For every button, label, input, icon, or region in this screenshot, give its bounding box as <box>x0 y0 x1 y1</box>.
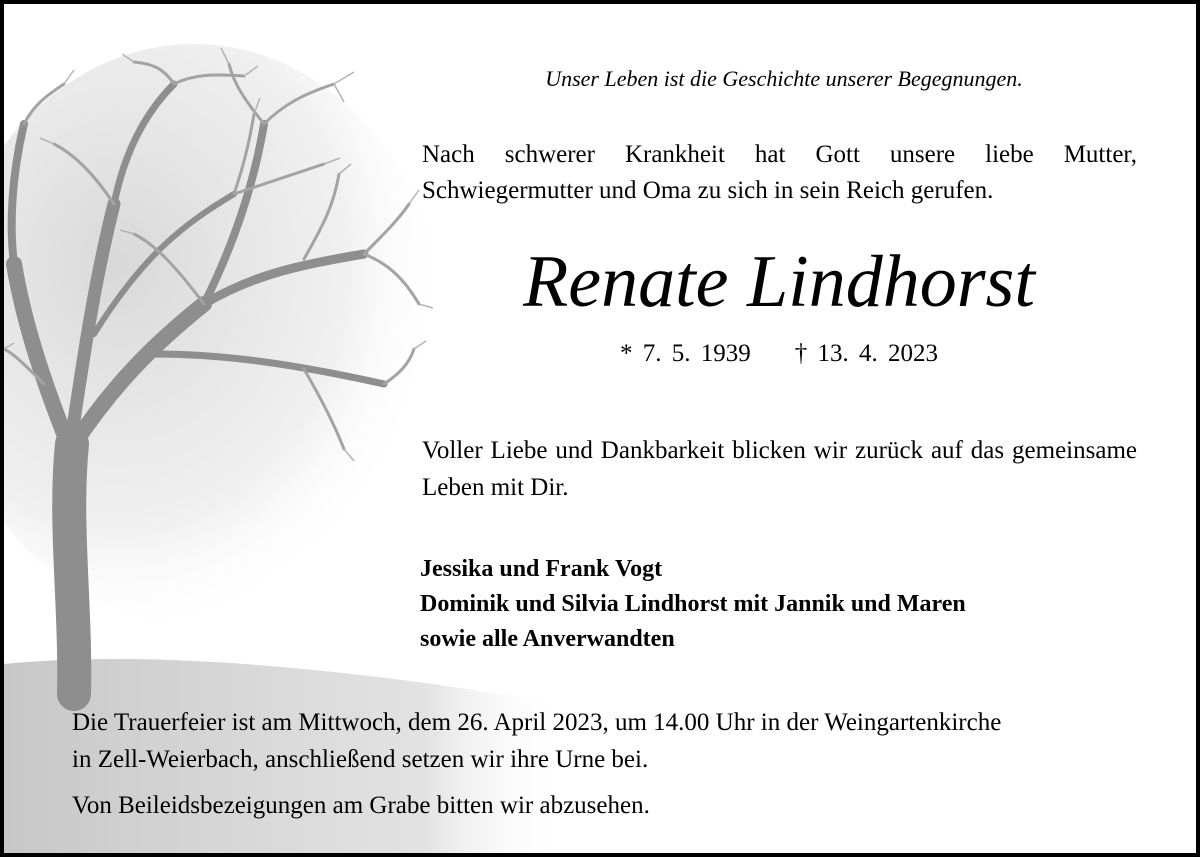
mourner-line: Dominik und Silvia Lindhorst mit Jannik und Maren <box>420 591 966 617</box>
funeral-service-info <box>72 704 1142 778</box>
closing-note: Von Beileidsbezeigungen am Grabe bitten wir abzusehen. <box>72 792 650 819</box>
intro-text: Nach schwerer Krankheit hat Gott unsere liebe Mutter, Schwiegermutter und Oma zu sich in sein Reich gerufen. <box>422 141 1137 204</box>
mourner-line: sowie alle Anverwandten <box>420 626 675 652</box>
gratitude-text: Voller Liebe und Dankbarkeit blicken wir zurück auf das gemeinsame Leben mit Dir. <box>422 437 1137 501</box>
mourners-list <box>420 552 1140 657</box>
birth-date: * 7. 5. 1939 <box>620 340 751 367</box>
mourner-line: Jessika und Frank Vogt <box>420 556 663 582</box>
death-date: † 13. 4. 2023 <box>794 340 938 367</box>
life-dates <box>424 340 1134 368</box>
service-line: in Zell-Weierbach, anschließend setzen wir ihre Urne bei. <box>72 746 649 773</box>
service-line: Die Trauerfeier ist am Mittwoch, dem 26. April 2023, um 14.00 Uhr in der Weingartenkirche <box>72 709 1002 736</box>
motto-quote: Unser Leben ist die Geschichte unserer Begegnungen. <box>545 66 1023 91</box>
deceased-name: Renate Lindhorst <box>523 241 1035 323</box>
